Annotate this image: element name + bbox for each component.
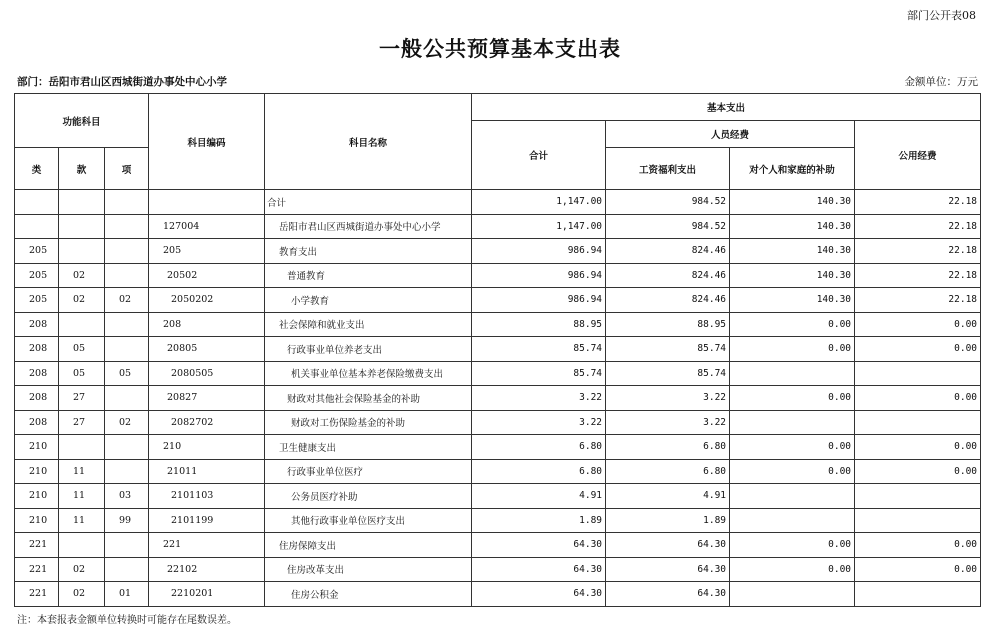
cell-public: 22.18 [855, 214, 981, 239]
cell-subsidy: 0.00 [730, 557, 855, 582]
header-lei: 类 [15, 148, 59, 190]
cell-subsidy: 0.00 [730, 337, 855, 362]
cell-name: 社会保障和就业支出 [265, 312, 472, 337]
cell-public: 0.00 [855, 557, 981, 582]
cell-kuan: 02 [59, 263, 105, 288]
cell-code: 2080505 [149, 361, 265, 386]
cell-name: 岳阳市君山区西城街道办事处中心小学 [265, 214, 472, 239]
cell-salary: 6.80 [606, 459, 730, 484]
cell-salary: 88.95 [606, 312, 730, 337]
footnote: 注：本套报表金额单位转换时可能存在尾数误差。 [17, 615, 237, 626]
table-row [15, 533, 981, 558]
cell-code: 2101103 [149, 484, 265, 509]
cell-subsidy: 0.00 [730, 312, 855, 337]
cell-subsidy: 140.30 [730, 190, 855, 215]
table-row [15, 190, 981, 215]
cell-kuan [59, 239, 105, 264]
cell-total: 3.22 [472, 410, 606, 435]
cell-subsidy [730, 410, 855, 435]
cell-total: 986.94 [472, 288, 606, 313]
cell-kuan [59, 190, 105, 215]
cell-xiang: 99 [105, 508, 149, 533]
cell-name: 财政对其他社会保险基金的补助 [265, 386, 472, 411]
header-personnel: 人员经费 [606, 121, 855, 148]
cell-kuan [59, 435, 105, 460]
cell-code: 208 [149, 312, 265, 337]
cell-salary: 6.80 [606, 435, 730, 460]
table-row [15, 484, 981, 509]
cell-kuan: 05 [59, 361, 105, 386]
cell-xiang [105, 312, 149, 337]
cell-code: 20827 [149, 386, 265, 411]
cell-xiang: 01 [105, 582, 149, 607]
cell-code: 127004 [149, 214, 265, 239]
cell-xiang [105, 435, 149, 460]
cell-public [855, 582, 981, 607]
cell-total: 1.89 [472, 508, 606, 533]
cell-subsidy: 0.00 [730, 533, 855, 558]
cell-public: 0.00 [855, 459, 981, 484]
budget-table [14, 93, 981, 607]
cell-total: 85.74 [472, 361, 606, 386]
cell-code: 221 [149, 533, 265, 558]
cell-public: 0.00 [855, 312, 981, 337]
cell-lei: 208 [15, 312, 59, 337]
cell-kuan: 27 [59, 410, 105, 435]
cell-subsidy: 140.30 [730, 288, 855, 313]
cell-total: 986.94 [472, 239, 606, 264]
cell-kuan: 02 [59, 288, 105, 313]
cell-salary: 85.74 [606, 361, 730, 386]
cell-lei [15, 214, 59, 239]
cell-code: 22102 [149, 557, 265, 582]
cell-lei: 205 [15, 288, 59, 313]
cell-name: 住房保障支出 [265, 533, 472, 558]
cell-lei: 210 [15, 484, 59, 509]
cell-code: 20502 [149, 263, 265, 288]
cell-public: 0.00 [855, 435, 981, 460]
table-row [15, 239, 981, 264]
cell-salary: 3.22 [606, 386, 730, 411]
cell-lei: 205 [15, 263, 59, 288]
cell-xiang: 02 [105, 288, 149, 313]
cell-kuan: 11 [59, 459, 105, 484]
cell-public [855, 484, 981, 509]
table-row [15, 435, 981, 460]
cell-public: 22.18 [855, 190, 981, 215]
cell-name: 住房改革支出 [265, 557, 472, 582]
cell-xiang [105, 533, 149, 558]
cell-lei: 221 [15, 557, 59, 582]
cell-subsidy: 0.00 [730, 435, 855, 460]
cell-xiang [105, 214, 149, 239]
cell-total: 1,147.00 [472, 190, 606, 215]
cell-lei: 221 [15, 533, 59, 558]
cell-code: 20805 [149, 337, 265, 362]
cell-total: 85.74 [472, 337, 606, 362]
cell-subsidy: 140.30 [730, 263, 855, 288]
cell-public: 0.00 [855, 533, 981, 558]
table-row [15, 459, 981, 484]
cell-lei: 208 [15, 361, 59, 386]
table-row [15, 557, 981, 582]
cell-kuan: 11 [59, 508, 105, 533]
cell-salary: 824.46 [606, 263, 730, 288]
cell-total: 1,147.00 [472, 214, 606, 239]
cell-salary: 824.46 [606, 288, 730, 313]
cell-public: 22.18 [855, 239, 981, 264]
header-xiang: 项 [105, 148, 149, 190]
cell-lei [15, 190, 59, 215]
cell-total: 64.30 [472, 533, 606, 558]
cell-code: 21011 [149, 459, 265, 484]
cell-xiang [105, 459, 149, 484]
cell-subsidy: 0.00 [730, 459, 855, 484]
department-label: 部门：岳阳市君山区西城街道办事处中心小学 [17, 76, 227, 88]
cell-name: 教育支出 [265, 239, 472, 264]
cell-public [855, 508, 981, 533]
cell-public [855, 410, 981, 435]
cell-salary: 984.52 [606, 214, 730, 239]
cell-public: 22.18 [855, 263, 981, 288]
cell-xiang [105, 263, 149, 288]
cell-lei: 210 [15, 459, 59, 484]
cell-subsidy: 140.30 [730, 239, 855, 264]
table-row [15, 508, 981, 533]
cell-kuan: 05 [59, 337, 105, 362]
header-code: 科目编码 [149, 94, 265, 190]
cell-lei: 208 [15, 410, 59, 435]
page-title: 一般公共预算基本支出表 [379, 36, 621, 61]
cell-subsidy [730, 508, 855, 533]
table-row [15, 288, 981, 313]
header-total: 合计 [472, 121, 606, 190]
cell-xiang [105, 386, 149, 411]
cell-subsidy [730, 361, 855, 386]
cell-kuan: 11 [59, 484, 105, 509]
cell-total: 986.94 [472, 263, 606, 288]
cell-xiang: 02 [105, 410, 149, 435]
cell-salary: 4.91 [606, 484, 730, 509]
cell-code: 2050202 [149, 288, 265, 313]
table-row [15, 214, 981, 239]
cell-subsidy [730, 582, 855, 607]
cell-xiang [105, 239, 149, 264]
cell-salary: 824.46 [606, 239, 730, 264]
cell-code: 2082702 [149, 410, 265, 435]
cell-lei: 221 [15, 582, 59, 607]
cell-salary: 1.89 [606, 508, 730, 533]
cell-name: 合计 [265, 190, 472, 215]
cell-total: 88.95 [472, 312, 606, 337]
table-row [15, 386, 981, 411]
header-func-subject: 功能科目 [15, 94, 149, 148]
cell-name: 普通教育 [265, 263, 472, 288]
header-kuan: 款 [59, 148, 105, 190]
cell-salary: 85.74 [606, 337, 730, 362]
cell-kuan: 02 [59, 582, 105, 607]
cell-name: 公务员医疗补助 [265, 484, 472, 509]
unit-label: 金额单位：万元 [904, 76, 978, 88]
cell-name: 卫生健康支出 [265, 435, 472, 460]
cell-kuan: 27 [59, 386, 105, 411]
table-row [15, 361, 981, 386]
cell-xiang [105, 190, 149, 215]
cell-lei: 210 [15, 508, 59, 533]
cell-salary: 64.30 [606, 557, 730, 582]
cell-name: 小学教育 [265, 288, 472, 313]
header-name: 科目名称 [265, 94, 472, 190]
cell-total: 6.80 [472, 459, 606, 484]
cell-public: 0.00 [855, 386, 981, 411]
cell-code [149, 190, 265, 215]
cell-code: 2210201 [149, 582, 265, 607]
cell-total: 3.22 [472, 386, 606, 411]
cell-salary: 64.30 [606, 533, 730, 558]
cell-name: 住房公积金 [265, 582, 472, 607]
cell-code: 210 [149, 435, 265, 460]
cell-name: 行政事业单位养老支出 [265, 337, 472, 362]
cell-public: 0.00 [855, 337, 981, 362]
cell-kuan [59, 533, 105, 558]
cell-code: 2101199 [149, 508, 265, 533]
cell-xiang [105, 337, 149, 362]
table-row [15, 312, 981, 337]
cell-salary: 3.22 [606, 410, 730, 435]
table-row [15, 582, 981, 607]
cell-lei: 208 [15, 337, 59, 362]
cell-public: 22.18 [855, 288, 981, 313]
cell-lei: 208 [15, 386, 59, 411]
cell-name: 其他行政事业单位医疗支出 [265, 508, 472, 533]
cell-xiang [105, 557, 149, 582]
cell-public [855, 361, 981, 386]
cell-salary: 64.30 [606, 582, 730, 607]
cell-lei: 205 [15, 239, 59, 264]
cell-kuan [59, 312, 105, 337]
cell-salary: 984.52 [606, 190, 730, 215]
table-row [15, 410, 981, 435]
cell-name: 财政对工伤保险基金的补助 [265, 410, 472, 435]
cell-total: 64.30 [472, 557, 606, 582]
header-salary: 工资福利支出 [606, 148, 730, 190]
cell-lei: 210 [15, 435, 59, 460]
page-number: 部门公开表08 [907, 9, 976, 22]
cell-total: 6.80 [472, 435, 606, 460]
cell-total: 64.30 [472, 582, 606, 607]
cell-name: 机关事业单位基本养老保险缴费支出 [265, 361, 472, 386]
table-row [15, 337, 981, 362]
cell-code: 205 [149, 239, 265, 264]
header-public: 公用经费 [855, 121, 981, 190]
cell-xiang: 03 [105, 484, 149, 509]
table-row [15, 263, 981, 288]
cell-name: 行政事业单位医疗 [265, 459, 472, 484]
header-subsidy: 对个人和家庭的补助 [730, 148, 855, 190]
cell-kuan [59, 214, 105, 239]
cell-xiang: 05 [105, 361, 149, 386]
cell-subsidy [730, 484, 855, 509]
cell-subsidy: 0.00 [730, 386, 855, 411]
cell-subsidy: 140.30 [730, 214, 855, 239]
cell-kuan: 02 [59, 557, 105, 582]
header-basic: 基本支出 [472, 94, 981, 121]
cell-total: 4.91 [472, 484, 606, 509]
